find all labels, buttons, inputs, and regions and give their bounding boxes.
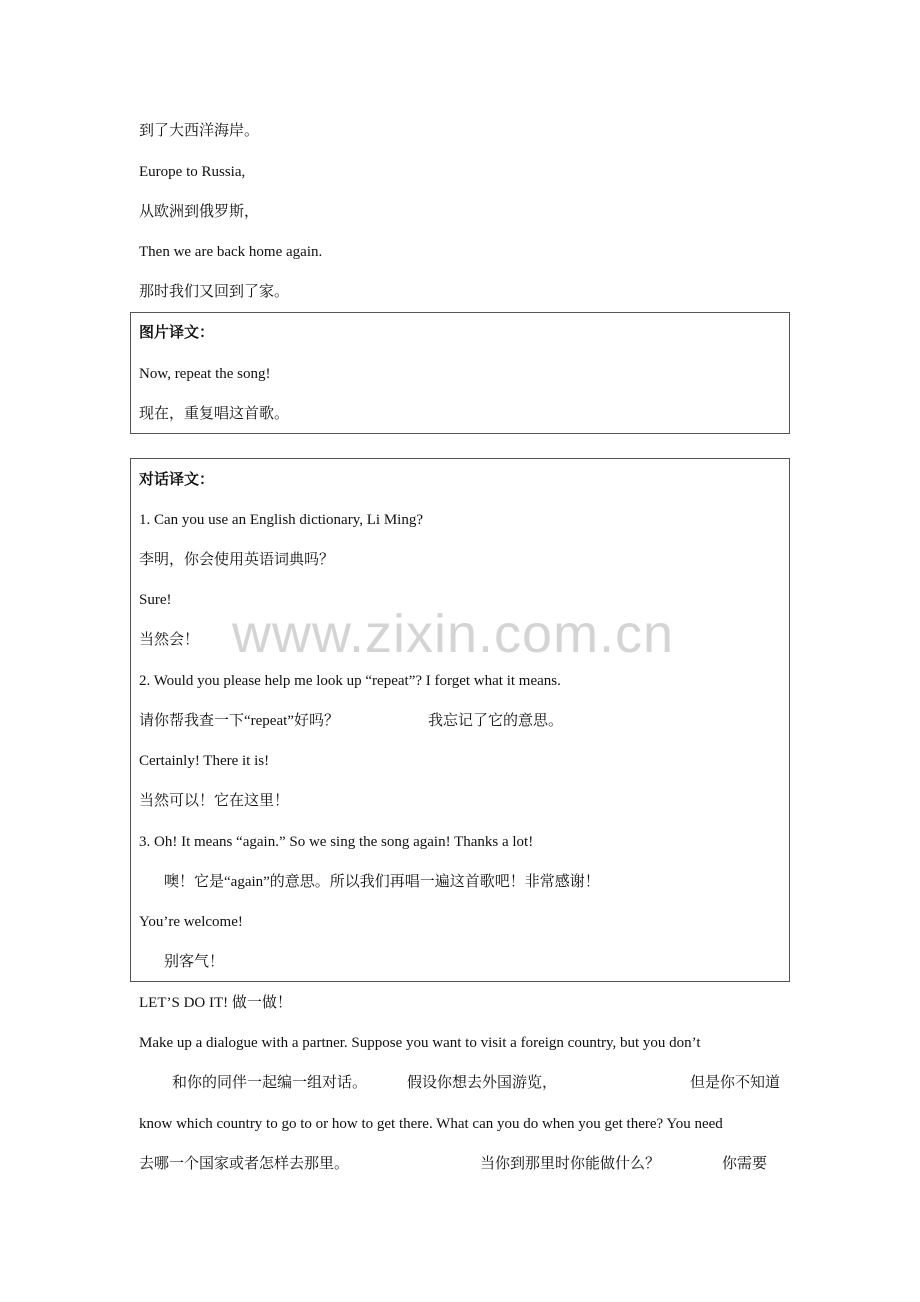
dialogue-line: 当然可以！它在这里！ bbox=[139, 793, 290, 809]
lets-do-it-line: 但是你不知道 bbox=[690, 1075, 781, 1091]
lets-do-it-line: 当你到那里时你能做什么？ bbox=[480, 1156, 661, 1172]
dialogue-line: You’re welcome! bbox=[139, 914, 243, 930]
lets-do-it-line: 假设你想去外国游览， bbox=[407, 1075, 558, 1091]
lets-do-it-title: LET’S DO IT! 做一做！ bbox=[139, 995, 292, 1011]
intro-line: Then we are back home again. bbox=[139, 244, 323, 260]
dialogue-line: 请你帮我查一下“repeat”好吗？ bbox=[139, 713, 339, 729]
dialogue-line: Sure! bbox=[139, 592, 172, 608]
lets-do-it-line: know which country to go to or how to get there. What can you do when you get there? You need bbox=[139, 1116, 723, 1132]
lets-do-it-line: 和你的同伴一起编一组对话。 bbox=[172, 1075, 368, 1091]
dialogue-line: 我忘记了它的意思。 bbox=[428, 713, 564, 729]
dialogue-line: 别客气！ bbox=[164, 954, 225, 970]
dialogue-line: 2. Would you please help me look up “repeat”? I forget what it means. bbox=[139, 673, 561, 689]
picture-box-heading: 图片译文： bbox=[139, 325, 215, 341]
picture-box-line: Now, repeat the song! bbox=[139, 366, 271, 382]
dialogue-line: 3. Oh! It means “again.” So we sing the song again! Thanks a lot! bbox=[139, 834, 534, 850]
lets-do-it-line: Make up a dialogue with a partner. Suppose you want to visit a foreign country, but you don’t bbox=[139, 1035, 701, 1051]
intro-line: 从欧洲到俄罗斯， bbox=[139, 204, 260, 220]
intro-line: 那时我们又回到了家。 bbox=[139, 284, 290, 300]
lets-do-it-line: 去哪一个国家或者怎样去那里。 bbox=[139, 1156, 350, 1172]
dialogue-line: Certainly! There it is! bbox=[139, 753, 270, 769]
dialogue-line: 当然会！ bbox=[139, 632, 200, 648]
dialogue-box-heading: 对话译文： bbox=[139, 472, 215, 488]
intro-line: 到了大西洋海岸。 bbox=[139, 123, 260, 139]
picture-box-line: 现在，重复唱这首歌。 bbox=[139, 406, 290, 422]
intro-line: Europe to Russia, bbox=[139, 164, 246, 180]
dialogue-line: 1. Can you use an English dictionary, Li Ming? bbox=[139, 512, 423, 528]
dialogue-line: 噢！它是“again”的意思。所以我们再唱一遍这首歌吧！非常感谢！ bbox=[164, 874, 600, 890]
watermark: www.zixin.com.cn bbox=[232, 604, 675, 664]
lets-do-it-line: 你需要 bbox=[722, 1156, 768, 1172]
dialogue-line: 李明，你会使用英语词典吗？ bbox=[139, 552, 335, 568]
